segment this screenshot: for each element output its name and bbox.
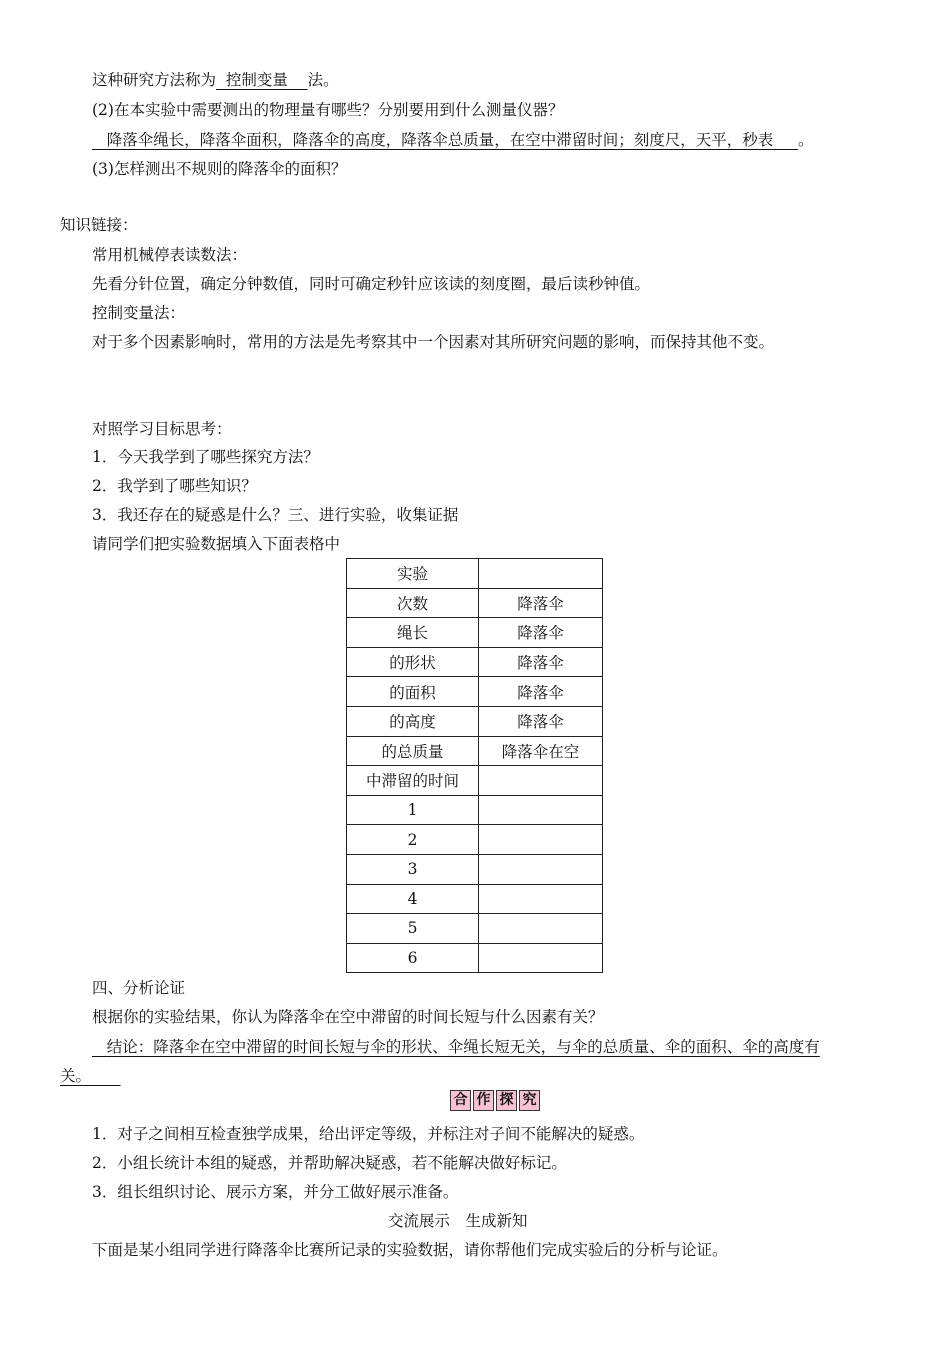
reflection-heading: 对照学习目标思考：	[92, 420, 232, 438]
table-row	[347, 588, 603, 618]
q1-answer: 控制变量	[225, 71, 288, 89]
table-row	[347, 706, 603, 736]
q2-question: (2)在本实验中需要测出的物理量有哪些？分别要用到什么测量仪器？	[92, 101, 564, 119]
table-cell[interactable]: 绳长	[347, 618, 479, 648]
stopwatch-title: 常用机械停表读数法：	[92, 246, 248, 264]
analysis-heading: 四、分析论证	[92, 979, 186, 997]
table-cell[interactable]: 的形状	[347, 647, 479, 677]
table-cell[interactable]	[479, 825, 603, 855]
reflection-item-1: 1．今天我学到了哪些探究方法？	[92, 448, 319, 466]
control-text: 对于多个因素影响时，常用的方法是先考察其中一个因素对其所研究问题的影响，而保持其他不变。	[92, 333, 775, 351]
data-table	[346, 558, 603, 973]
table-row	[347, 618, 603, 648]
table-cell[interactable]: 降落伞	[479, 588, 603, 618]
reflection-item-2: 2．我学到了哪些知识？	[92, 477, 257, 495]
q1-prefix: 这种研究方法称为	[92, 71, 217, 89]
analysis-question: 根据你的实验结果，你认为降落伞在空中滞留的时间长短与什么因素有关？	[92, 1008, 604, 1026]
table-row	[347, 559, 603, 589]
table-row	[347, 854, 603, 884]
table-cell[interactable]	[479, 914, 603, 944]
table-row	[347, 914, 603, 944]
section-title: 交流展示 生成新知	[388, 1212, 528, 1230]
table-cell[interactable]: 降落伞	[479, 677, 603, 707]
table-cell[interactable]	[479, 943, 603, 973]
table-cell[interactable]: 的高度	[347, 706, 479, 736]
final-text: 下面是某小组同学进行降落伞比赛所记录的实验数据，请你帮他们完成实验后的分析与论证。	[92, 1241, 728, 1259]
badge-char: 作	[473, 1090, 494, 1111]
table-cell[interactable]: 6	[347, 943, 479, 973]
knowledge-heading: 知识链接：	[60, 216, 138, 234]
table-row	[347, 677, 603, 707]
table-row	[347, 736, 603, 766]
table-cell[interactable]	[479, 854, 603, 884]
q1-suffix: 法。	[307, 71, 339, 89]
cooperation-item-1: 1．对子之间相互检查独学成果，给出评定等级，并标注对子间不能解决的疑惑。	[92, 1125, 645, 1143]
table-cell[interactable]: 降落伞	[479, 706, 603, 736]
cooperation-item-3: 3．组长组织讨论、展示方案，并分工做好展示准备。	[92, 1183, 459, 1201]
table-cell[interactable]: 2	[347, 825, 479, 855]
reflection-item-3: 3．我还存在的疑惑是什么？三、进行实验，收集证据	[92, 506, 459, 524]
table-cell[interactable]	[479, 795, 603, 825]
stopwatch-text: 先看分针位置，确定分钟数值，同时可确定秒针应该读的刻度圈，最后读秒钟值。	[92, 275, 651, 293]
table-cell[interactable]	[479, 559, 603, 589]
cooperation-item-2: 2．小组长统计本组的疑惑，并帮助解决疑惑，若不能解决做好标记。	[92, 1154, 567, 1172]
table-cell[interactable]: 中滞留的时间	[347, 766, 479, 796]
conclusion-line-1: 结论：降落伞在空中滞留的时间长短与伞的形状、伞绳长短无关，与伞的总质量、伞的面积、伞的高度有	[106, 1038, 820, 1056]
cooperation-badge	[450, 1090, 540, 1111]
table-cell[interactable]: 降落伞	[479, 618, 603, 648]
table-cell[interactable]: 5	[347, 914, 479, 944]
badge-char: 究	[519, 1090, 540, 1111]
control-title: 控制变量法：	[92, 304, 186, 322]
q1-line	[92, 70, 339, 90]
table-intro: 请同学们把实验数据填入下面表格中	[92, 535, 341, 553]
table-cell[interactable]: 的总质量	[347, 736, 479, 766]
table-row	[347, 795, 603, 825]
q3-question: (3)怎样测出不规则的降落伞的面积？	[92, 160, 347, 178]
table-cell[interactable]: 降落伞在空	[479, 736, 603, 766]
table-cell[interactable]: 实验	[347, 559, 479, 589]
table-cell[interactable]: 3	[347, 854, 479, 884]
q2-answer-line	[92, 130, 813, 150]
table-cell[interactable]: 1	[347, 795, 479, 825]
table-cell[interactable]: 次数	[347, 588, 479, 618]
table-row	[347, 884, 603, 914]
q2-suffix: 。	[797, 131, 814, 149]
table-row	[347, 943, 603, 973]
table-cell[interactable]	[479, 766, 603, 796]
table-cell[interactable]: 4	[347, 884, 479, 914]
conclusion-line-2: 关。	[60, 1067, 92, 1085]
table-row	[347, 647, 603, 677]
table-cell[interactable]: 的面积	[347, 677, 479, 707]
badge-char: 探	[496, 1090, 517, 1111]
badge-char: 合	[450, 1090, 471, 1111]
table-row	[347, 825, 603, 855]
table-cell[interactable]: 降落伞	[479, 647, 603, 677]
table-cell[interactable]	[479, 884, 603, 914]
q2-answer: 降落伞绳长，降落伞面积，降落伞的高度，降落伞总质量，在空中滞留时间；刻度尺，天平，秒表	[106, 131, 774, 149]
table-row	[347, 766, 603, 796]
